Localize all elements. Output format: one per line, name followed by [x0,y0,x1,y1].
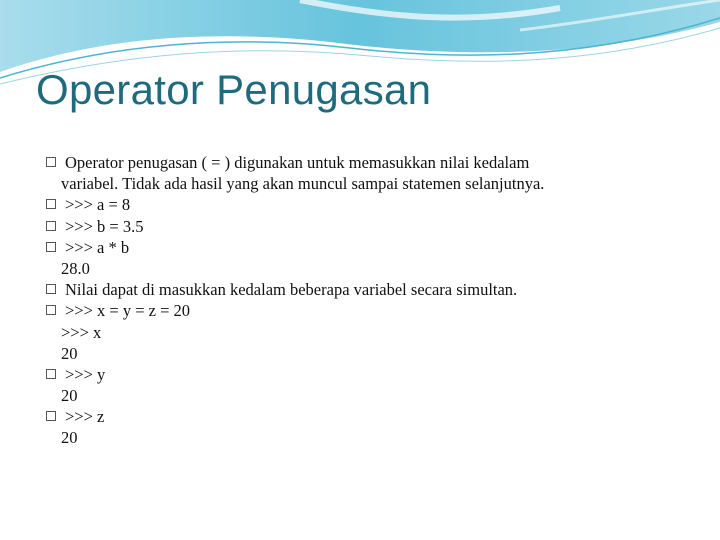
bullet-item [46,152,666,173]
line-text: >>> b = 3.5 [65,216,144,236]
continuation-line [46,173,666,194]
continuation-line [46,343,666,364]
square-bullet-icon [46,305,56,315]
line-text: >>> a = 8 [65,195,131,215]
square-bullet-icon [46,284,56,294]
square-bullet-icon [46,242,56,252]
bullet-item [46,237,666,258]
line-text: 20 [61,428,78,448]
square-bullet-icon [46,157,56,167]
line-text: >>> x [61,322,102,342]
line-text: 20 [61,343,78,363]
bullet-item [46,406,666,427]
slide-title: Operator Penugasan [36,66,432,113]
bullet-item [46,216,666,237]
line-text: >>> z [65,407,105,427]
line-text: Operator penugasan ( = ) digunakan untuk memasukkan nilai kedalam [65,153,530,172]
bullet-item [46,194,666,215]
square-bullet-icon [46,221,56,231]
line-text: >>> x = y = z = 20 [65,301,191,321]
line-text: 20 [61,386,78,406]
continuation-line [46,427,666,448]
square-bullet-icon [46,199,56,209]
line-text: Nilai dapat di masukkan kedalam beberapa variabel secara simultan. [65,280,518,300]
square-bullet-icon [46,369,56,379]
line-text: >>> y [65,364,106,384]
line-text: variabel. Tidak ada hasil yang akan muncul sampai statemen selanjutnya. [61,174,545,194]
bullet-item [46,364,666,385]
continuation-line [46,322,666,343]
slide-body [46,152,666,449]
continuation-line [46,385,666,406]
line-text: 28.0 [61,258,90,278]
line-text: >>> a * b [65,237,130,257]
bullet-item [46,300,666,321]
bullet-item [46,279,666,300]
continuation-line [46,258,666,279]
square-bullet-icon [46,411,56,421]
